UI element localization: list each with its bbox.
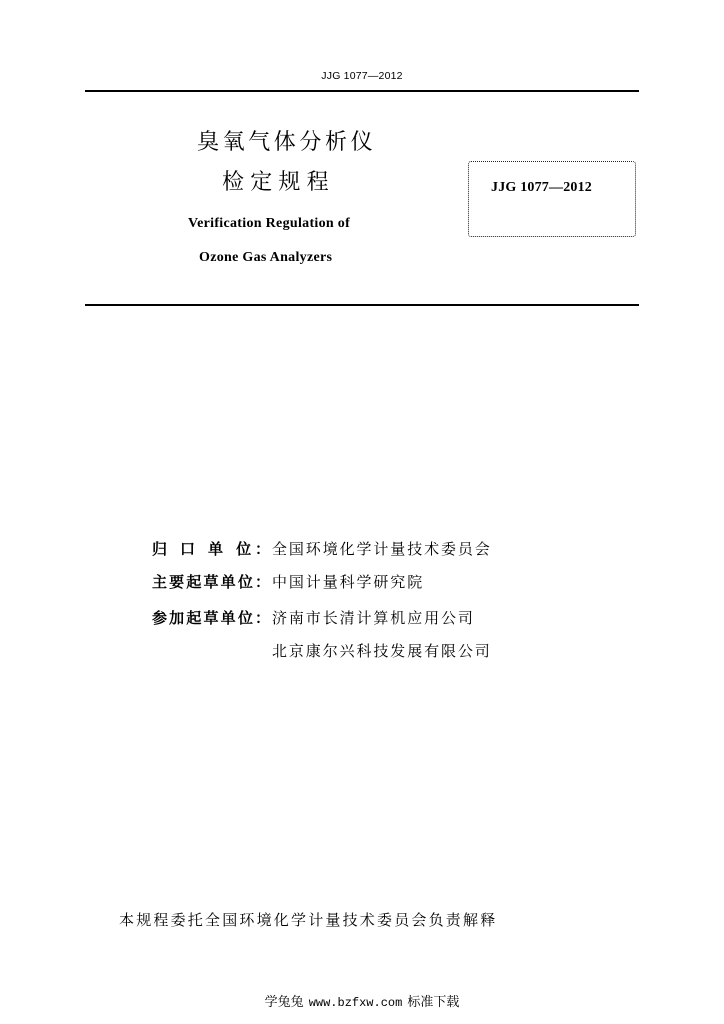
title-separator-rule <box>85 304 639 306</box>
interpretation-note: 本规程委托全国环境化学计量技术委员会负责解释 <box>119 911 498 929</box>
standard-code: JJG 1077—2012 <box>491 180 592 195</box>
footer-suffix: 标准下载 <box>407 995 460 1010</box>
org-label: 参加起草单位： <box>152 609 270 627</box>
title-english-line-2: Ozone Gas Analyzers <box>199 250 333 265</box>
header-standard-code: JJG 1077—2012 <box>321 70 403 82</box>
org-label: 归 口 单 位： <box>152 540 270 558</box>
footer-site-name: 学兔兔 <box>264 995 304 1010</box>
title-chinese-line-2: 检定规程 <box>222 170 335 195</box>
header-rule <box>85 90 639 92</box>
org-value: 全国环境化学计量技术委员会 <box>272 540 492 558</box>
footer-url: www.bzfxw.com <box>308 996 403 1010</box>
org-value: 济南市长清计算机应用公司 <box>272 609 475 627</box>
org-value: 北京康尔兴科技发展有限公司 <box>272 642 492 660</box>
org-label: 主要起草单位： <box>152 573 270 591</box>
title-chinese-line-1: 臭氧气体分析仪 <box>197 130 377 155</box>
title-english-line-1: Verification Regulation of <box>188 216 351 231</box>
org-value: 中国计量科学研究院 <box>272 573 425 591</box>
footer-watermark <box>0 995 724 1011</box>
standard-code-box <box>468 161 636 237</box>
